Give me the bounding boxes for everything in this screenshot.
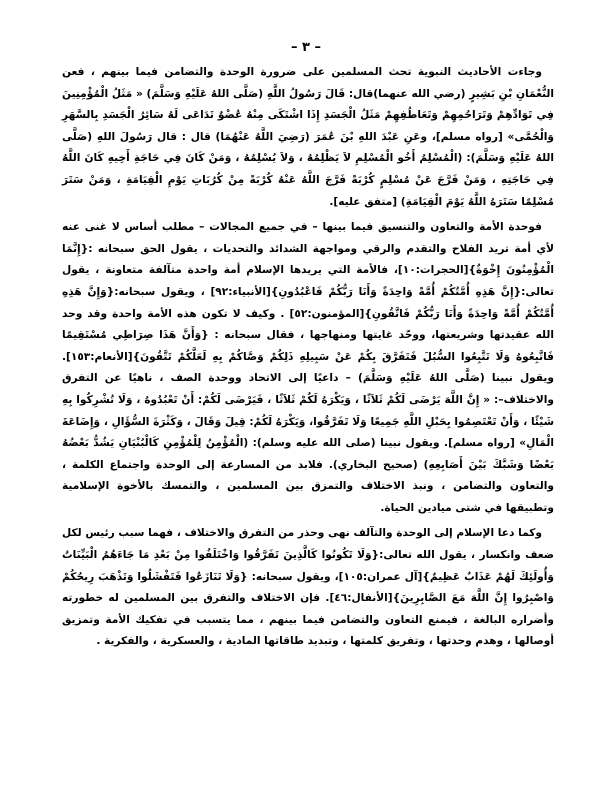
paragraph-unity-cooperation: فوحدة الأمة والتعاون والتنسيق فيما بينها – في جميع المجالات – مطلب أساس لا غنى عنه لأي أمة تريد الفلاح والتقدم والرقي ومواجهة الشدائد والتحديات ، يقول الحق سبحانه :{إِنَّمَا الْمُؤْمِنُونَ إِخْوَةٌ}[الحجرات:١٠]، فالأمة التي يريدها الإسلام أمة واحدة متآلفة متعاونة ، يقول تعالى:{إِنَّ هَذِهِ أُمَّتُكُمْ أُمَّةً وَاحِدَةً وَأَنَا رَبُّكُمْ فَاعْبُدُونِ}[الأنبياء:٩٢] ، ويقول سبحانه:{وَإِنَّ هَذِهِ أُمَّتُكُمْ أُمَّةً وَاحِدَةً وَأَنَا رَبُّكُمْ فَاتَّقُونِ}[المؤمنون:٥٢] . وكيف لا تكون هذه الأمة واحدة وقد وحد الله عقيدتها وشريعتها، ووحّد غايتها ومنهاجها ، فقال سبحانه : {وَأَنَّ هَذَا صِرَاطِي مُسْتَقِيمًا فَاتَّبِعُوهُ وَلَا تَتَّبِعُوا السُّبُلَ فَتَفَرَّقَ بِكُمْ عَنْ سَبِيلِهِ ذَلِكُمْ وَصَّاكُمْ بِهِ لَعَلَّكُمْ تَتَّقُونَ}[الأنعام:١٥٣]. ويقول نبينا (صَلَّى اللهُ عَلَيْهِ وَسَلَّمَ) – داعيًا إلى الاتحاد ووحدة الصف ، ناهيًا عن التفرق والاختلاف–: « إِنَّ اللَّهَ يَرْضَى لَكُمْ ثَلاَثًا ، وَيَكْرَهُ لَكُمْ ثَلاَثًا ، فَيَرْضَى لَكُمْ: أَنْ تَعْبُدُوهُ ، وَلَا تُشْرِكُوا بِهِ شَيْئًا ، وَأَنْ تَعْتَصِمُوا بِحَبْلِ اللَّهِ جَمِيعًا وَلَا تَفَرَّقُوا، وَيَكْرَهُ لَكُمْ: قِيلَ وَقَالَ ، وَكَثْرَةَ السُّؤَالِ ، وَإِضَاعَةَ الْمَالِ» [رواه مسلم]. ويقول نبينا (صلى الله عليه وسلم): (الْمُؤْمِنُ لِلْمُؤْمِنِ كَالْبُنْيَانِ يَشُدُّ بَعْضُهُ بَعْضًا وَشَبَّكَ بَيْنَ أَصَابِعِهِ) (صحيح البخاري). فلابد من المسارعة إلى الوحدة واجتماع الكلمة ، والتعاون والتضامن ، ونبذ الاختلاف والتمزق بين المسلمين ، والتمسك بالأخوة الإسلامية وتطبيقها في شتى ميادين الحياة. (62, 221, 555, 514)
paragraph-warning-division: وكما دعا الإسلام إلى الوحدة والتآلف نهى وحذر من التفرق والاختلاف ، فهما سبب رئيس لكل ضعف وانكسار ، يقول الله تعالى:{وَلَا تَكُونُوا كَالَّذِينَ تَفَرَّقُوا وَاخْتَلَفُوا مِنْ بَعْدِ مَا جَاءَهُمُ الْبَيِّنَاتُ وَأُولَئِكَ لَهُمْ عَذَابٌ عَظِيمٌ}[آل عمران:١٠٥]، ويقول سبحانه: {وَلَا تَنَازَعُوا فَتَفْشَلُوا وَتَذْهَبَ رِيحُكُمْ وَاصْبِرُوا إِنَّ اللَّهَ مَعَ الصَّابِرِينَ}[الأنفال:٤٦]. فإن الاختلاف والتفرق بين المسلمين له خطورته وأضراره البالغة ، فيمنع التعاون والتضامن فيما بينهم ، مما يتسبب في تفكيك الأمة وتمزيق أوصالها ، وهدم وحدتها ، وتفريق كلمتها ، وتبديد طاقاتها المادية ، والعسكرية ، والفكرية . (62, 527, 554, 648)
page-number: – ٣ – (291, 40, 321, 55)
body-text (62, 62, 554, 657)
paragraph-unity-hadiths: وجاءت الأحاديث النبوية تحث المسلمين على ضرورة الوحدة والتضامن فيما بينهم ، فعن النُّعْمَانِ بْنِ بَشِيرٍ (رضي الله عنهما)قال: قَالَ رَسُولُ اللَّهِ (صَلَّى اللهُ عَلَيْهِ وَسَلَّمَ) « مَثَلُ الْمُؤْمِنِينَ فِي تَوَادِّهِمْ وَتَرَاحُمِهِمْ وَتَعَاطُفِهِمْ مَثَلُ الْجَسَدِ إِذَا اشْتَكَى مِنْهُ عُضْوٌ تَدَاعَى لَهُ سَائِرُ الْجَسَدِ بِالسَّهَرِ وَالْحُمَّى» [رواه مسلم]، وعَنِ عَبْدَ اللهِ بْنَ عُمَرَ (رَضِيَ اللَّهُ عَنْهُمَا) قال : قال رَسُولَ اللهِ (صَلَّى اللهُ عَلَيْهِ وَسَلَّمَ): (الْمُسْلِمُ أَخُو الْمُسْلِمِ لاَ يَظْلِمُهُ ، وَلاَ يُسْلِمُهُ ، وَمَنْ كَانَ فِي حَاجَةِ أَخِيهِ كَانَ اللَّهُ فِي حَاجَتِهِ ، وَمَنْ فَرَّجَ عَنْ مُسْلِمٍ كُرْبَةً فَرَّجَ اللَّهُ عَنْهُ كُرْبَةً مِنْ كُرُبَاتِ يَوْمِ الْقِيَامَةِ ، وَمَنْ سَتَرَ مُسْلِمًا سَتَرَهُ اللَّهُ يَوْمَ الْقِيَامَةِ) [متفق عليه]. (62, 66, 554, 208)
